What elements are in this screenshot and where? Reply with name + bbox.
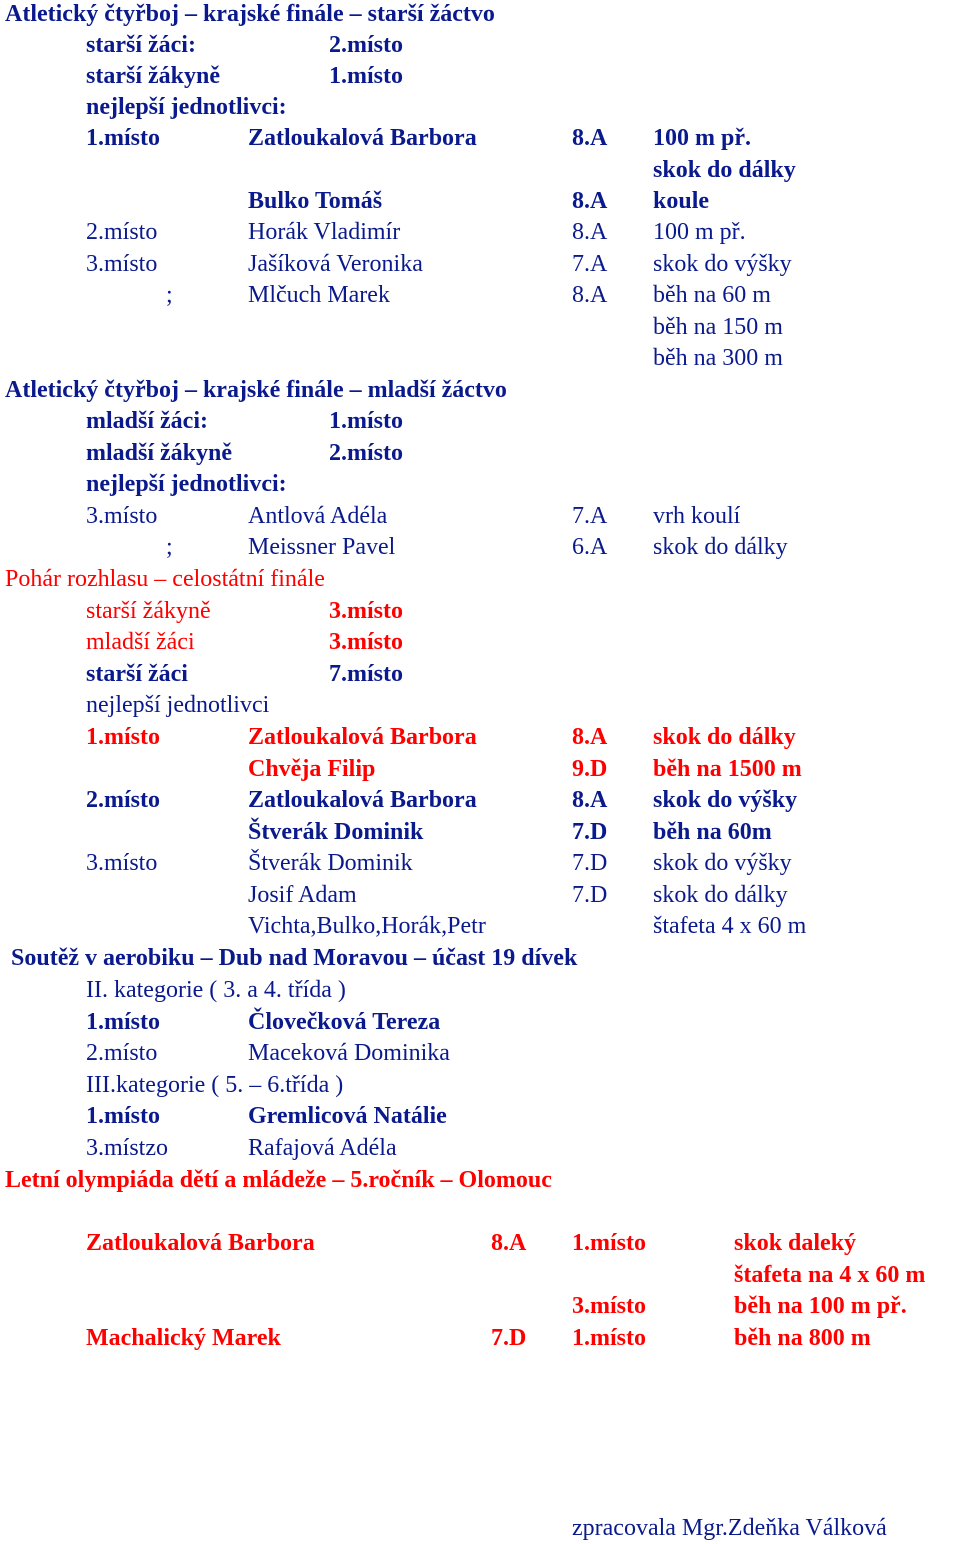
result-event: skok do dálky (653, 534, 788, 560)
result-name: Meissner Pavel (248, 534, 396, 560)
result-place: 2.místo (86, 219, 158, 245)
result-name: Gremlicová Natálie (248, 1103, 447, 1129)
result-event: skok do výšky (653, 850, 792, 876)
result-class: 8.A (572, 282, 608, 308)
result-class: 8.A (491, 1230, 527, 1256)
result-class: 7.A (572, 251, 608, 277)
section3-team-category: mladší žáci (86, 629, 195, 655)
result-place: 1.místo (86, 724, 160, 750)
result-name: Zatloukalová Barbora (248, 787, 477, 813)
result-class: 8.A (572, 724, 608, 750)
result-place: 3.místzo (86, 1135, 168, 1161)
section1-title: Atletický čtyřboj – krajské finále – starší žáctvo (5, 1, 495, 27)
result-event: běh na 300 m (653, 345, 783, 371)
result-event: běh na 60m (653, 819, 772, 845)
result-name: Josif Adam (248, 882, 357, 908)
result-class: 8.A (572, 787, 608, 813)
result-class: 8.A (572, 188, 608, 214)
result-event: 100 m př. (653, 219, 746, 245)
result-class: 8.A (572, 125, 608, 151)
section4-category: II. kategorie ( 3. a 4. třída ) (86, 977, 346, 1003)
result-event: běh na 800 m (734, 1325, 871, 1351)
result-place: 3.místo (86, 850, 158, 876)
result-name: Človečková Tereza (248, 1009, 441, 1035)
result-place: 2.místo (86, 787, 160, 813)
result-name: Horák Vladimír (248, 219, 401, 245)
section2-team-place: 2.místo (329, 440, 403, 466)
section3-team-place: 3.místo (329, 598, 403, 624)
result-event: skok do výšky (653, 251, 792, 277)
section3-team-place: 3.místo (329, 629, 403, 655)
result-place: 2.místo (86, 1040, 158, 1066)
section2-team-place: 1.místo (329, 408, 403, 434)
section3-team-category: starší žáci (86, 661, 188, 687)
result-place: ; (166, 282, 173, 308)
result-event: skok daleký (734, 1230, 857, 1256)
result-event: skok do výšky (653, 787, 798, 813)
result-event: běh na 150 m (653, 314, 783, 340)
result-class: 7.D (572, 882, 608, 908)
result-event: skok do dálky (653, 157, 796, 183)
result-name: Rafajová Adéla (248, 1135, 397, 1161)
section4-title: Soutěž v aerobiku – Dub nad Moravou – účast 19 dívek (11, 945, 578, 971)
result-class: 8.A (572, 219, 608, 245)
section5-title: Letní olympiáda dětí a mládeže – 5.ročník – Olomouc (5, 1167, 552, 1193)
section2-title: Atletický čtyřboj – krajské finále – mladší žáctvo (5, 377, 507, 403)
result-class: 9.D (572, 756, 608, 782)
result-event: štafeta na 4 x 60 m (734, 1262, 926, 1288)
section3-team-category: starší žákyně (86, 598, 211, 624)
result-class: 7.D (572, 819, 608, 845)
result-event: vrh koulí (653, 503, 741, 529)
result-name: Štverák Dominik (248, 850, 413, 876)
result-name: Štverák Dominik (248, 819, 424, 845)
section1-team-category: starší žáci: (86, 32, 196, 58)
result-place: 1.místo (86, 1009, 160, 1035)
result-name: Jašíková Veronika (248, 251, 423, 277)
section3-individual-heading: nejlepší jednotlivci (86, 692, 270, 718)
result-event: běh na 60 m (653, 282, 771, 308)
result-event: 100 m př. (653, 125, 751, 151)
result-name: Vichta,Bulko,Horák,Petr (248, 913, 486, 939)
result-place: ; (166, 534, 173, 560)
result-class: 7.D (572, 850, 608, 876)
result-name: Chvěja Filip (248, 756, 376, 782)
result-event: běh na 1500 m (653, 756, 802, 782)
result-class: 6.A (572, 534, 608, 560)
section2-team-category: mladší žákyně (86, 440, 233, 466)
result-name: Zatloukalová Barbora (86, 1230, 315, 1256)
section1-team-place: 1.místo (329, 63, 403, 89)
section1-team-category: starší žákyně (86, 63, 220, 89)
section3-title: Pohár rozhlasu – celostátní finále (5, 566, 325, 592)
result-event: štafeta 4 x 60 m (653, 913, 807, 939)
result-class: 7.D (491, 1325, 527, 1351)
section1-individual-heading: nejlepší jednotlivci: (86, 94, 287, 120)
result-place: 1.místo (572, 1325, 646, 1351)
result-name: Antlová Adéla (248, 503, 388, 529)
result-place: 3.místo (572, 1293, 646, 1319)
result-place: 1.místo (572, 1230, 646, 1256)
result-event: běh na 100 m př. (734, 1293, 907, 1319)
result-name: Zatloukalová Barbora (248, 724, 477, 750)
result-class: 7.A (572, 503, 608, 529)
result-name: Zatloukalová Barbora (248, 125, 477, 151)
section2-individual-heading: nejlepší jednotlivci: (86, 471, 287, 497)
section4-category: III.kategorie ( 5. – 6.třída ) (86, 1072, 344, 1098)
result-name: Bulko Tomáš (248, 188, 383, 214)
result-event: skok do dálky (653, 882, 788, 908)
result-place: 3.místo (86, 251, 158, 277)
result-place: 3.místo (86, 503, 158, 529)
result-place: 1.místo (86, 125, 160, 151)
result-place: 1.místo (86, 1103, 160, 1129)
result-name: Maceková Dominika (248, 1040, 450, 1066)
section3-team-place: 7.místo (329, 661, 403, 687)
result-event: skok do dálky (653, 724, 796, 750)
result-name: Machalický Marek (86, 1325, 281, 1351)
section2-team-category: mladší žáci: (86, 408, 208, 434)
result-event: koule (653, 188, 710, 214)
section1-team-place: 2.místo (329, 32, 403, 58)
footer-author: zpracovala Mgr.Zdeňka Válková (572, 1515, 887, 1541)
result-name: Mlčuch Marek (248, 282, 390, 308)
